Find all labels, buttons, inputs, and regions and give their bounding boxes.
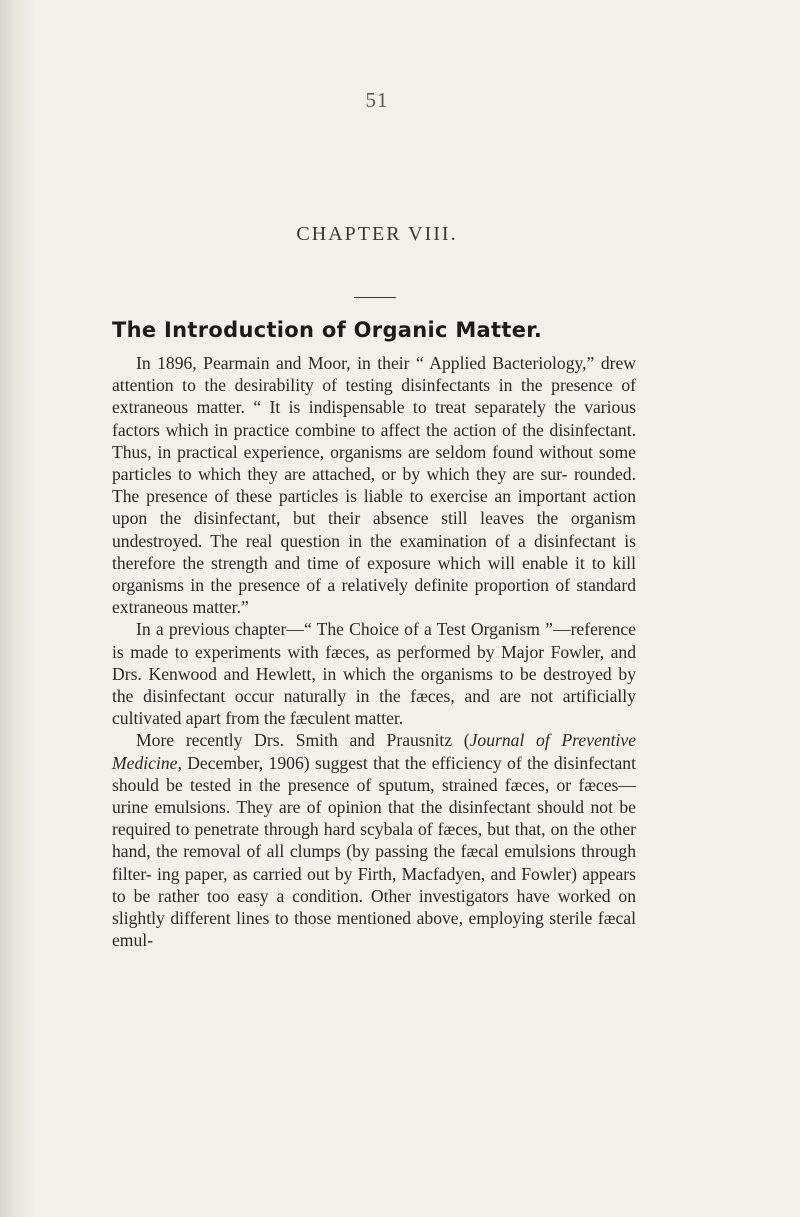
chapter-heading: CHAPTER VIII. [296, 223, 458, 245]
page-edge-shadow [0, 0, 36, 1217]
paragraph-3-rest: December, 1906) suggest that the efficiency of the disinfectant should be tested in the presence of sputum, strained fæces, or fæces—urine emulsions. They are of opinion that the disinfectant should not be required to penetrate through hard scybala of fæces, but that, on the other hand, the removal of all clumps (by passing the fæcal emulsions through filter- ing paper, as carried out by Firth, Macfadyen, and Fowler) appears to be rather too easy a condition. Other investigators have worked on slightly different lines to those mentioned above, employing sterile fæcal emul- [112, 752, 636, 951]
body-text [112, 352, 636, 951]
paragraph-1: In 1896, Pearmain and Moor, in their “ Applied Bacteriology,” drew attention to the desirability of testing disinfectants in the presence of extraneous matter. “ It is indispensable to treat separately the various factors which in practice combine to affect the action of the disinfectant. Thus, in practical experience, organisms are seldom found without some particles to which they are attached, or by which they are sur- rounded. The presence of these particles is liable to exercise an important action upon the disinfectant, but their absence still leaves the organism undestroyed. The real question in the examination of a disinfectant is therefore the strength and time of exposure which will enable it to kill organisms in the presence of a relatively definite proportion of standard extraneous matter.” [112, 353, 636, 618]
section-title: The Introduction of Organic Matter. [112, 318, 543, 342]
paragraph-3 [112, 729, 636, 951]
section-divider [354, 297, 396, 298]
page-number: 51 [365, 88, 389, 112]
journal-title: Journal of Preventive Medicine, [112, 730, 636, 773]
paragraph-2: In a previous chapter—“ The Choice of a Test Organism ”—reference is made to experiments with fæces, as performed by Major Fowler, and Drs. Kenwood and Hewlett, in which the organisms to be destroyed by the disinfectant occur naturally in the fæces, and are not artificially cultivated apart from the fæculent matter. [112, 619, 636, 729]
paragraph-3-start: More recently Drs. Smith and Prausnitz ( [136, 730, 470, 751]
book-page [112, 0, 642, 1217]
